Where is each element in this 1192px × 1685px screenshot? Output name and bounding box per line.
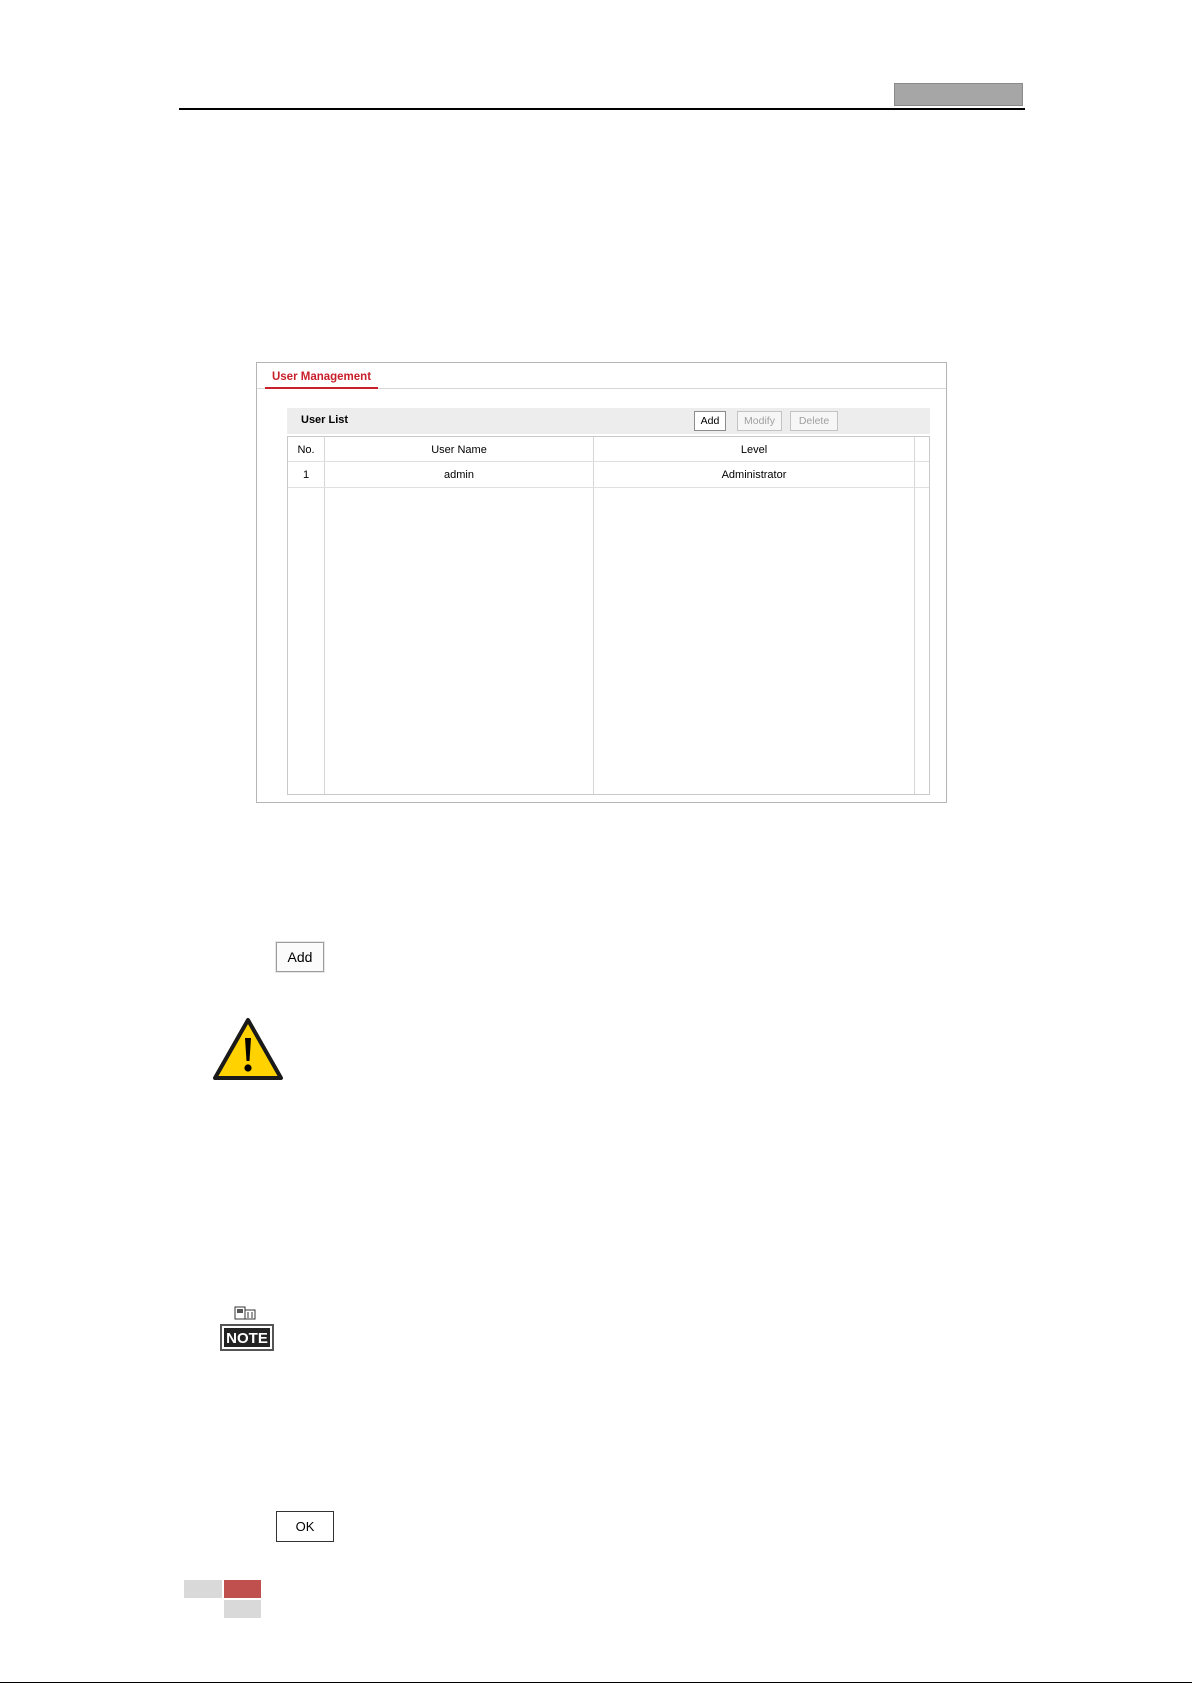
header-rule	[179, 108, 1025, 110]
table-row[interactable]	[288, 462, 914, 487]
footer-decor-block-accent	[224, 1580, 261, 1598]
row-divider	[288, 487, 929, 488]
delete-user-button[interactable]: Delete	[790, 411, 838, 431]
svg-text:NOTE: NOTE	[226, 1330, 268, 1347]
column-header-level: Level	[740, 444, 768, 456]
footer-decor-block	[224, 1600, 261, 1618]
header-tab-marker	[894, 83, 1023, 106]
row-user-name: admin	[444, 469, 474, 481]
row-number: 1	[302, 469, 310, 481]
footer-decor-block	[184, 1580, 222, 1598]
modify-user-button[interactable]: Modify	[737, 411, 782, 431]
tab-user-management[interactable]: User Management	[271, 371, 372, 383]
column-header-user-name: User Name	[431, 444, 487, 456]
user-management-panel	[256, 362, 947, 803]
note-icon	[219, 1306, 275, 1352]
column-header-no: No.	[297, 444, 315, 456]
user-list-title: User List	[301, 414, 349, 426]
column-divider	[593, 437, 594, 794]
footer-rule	[0, 1682, 1192, 1683]
add-user-button[interactable]: Add	[694, 411, 726, 431]
column-divider	[324, 437, 325, 794]
ok-button[interactable]: OK	[276, 1511, 334, 1542]
user-table	[287, 436, 930, 795]
active-tab-indicator	[265, 387, 378, 389]
add-button[interactable]: Add	[276, 942, 324, 972]
scrollbar-divider	[914, 437, 915, 794]
warning-triangle-icon	[212, 1016, 284, 1082]
row-level: Administrator	[721, 469, 787, 481]
